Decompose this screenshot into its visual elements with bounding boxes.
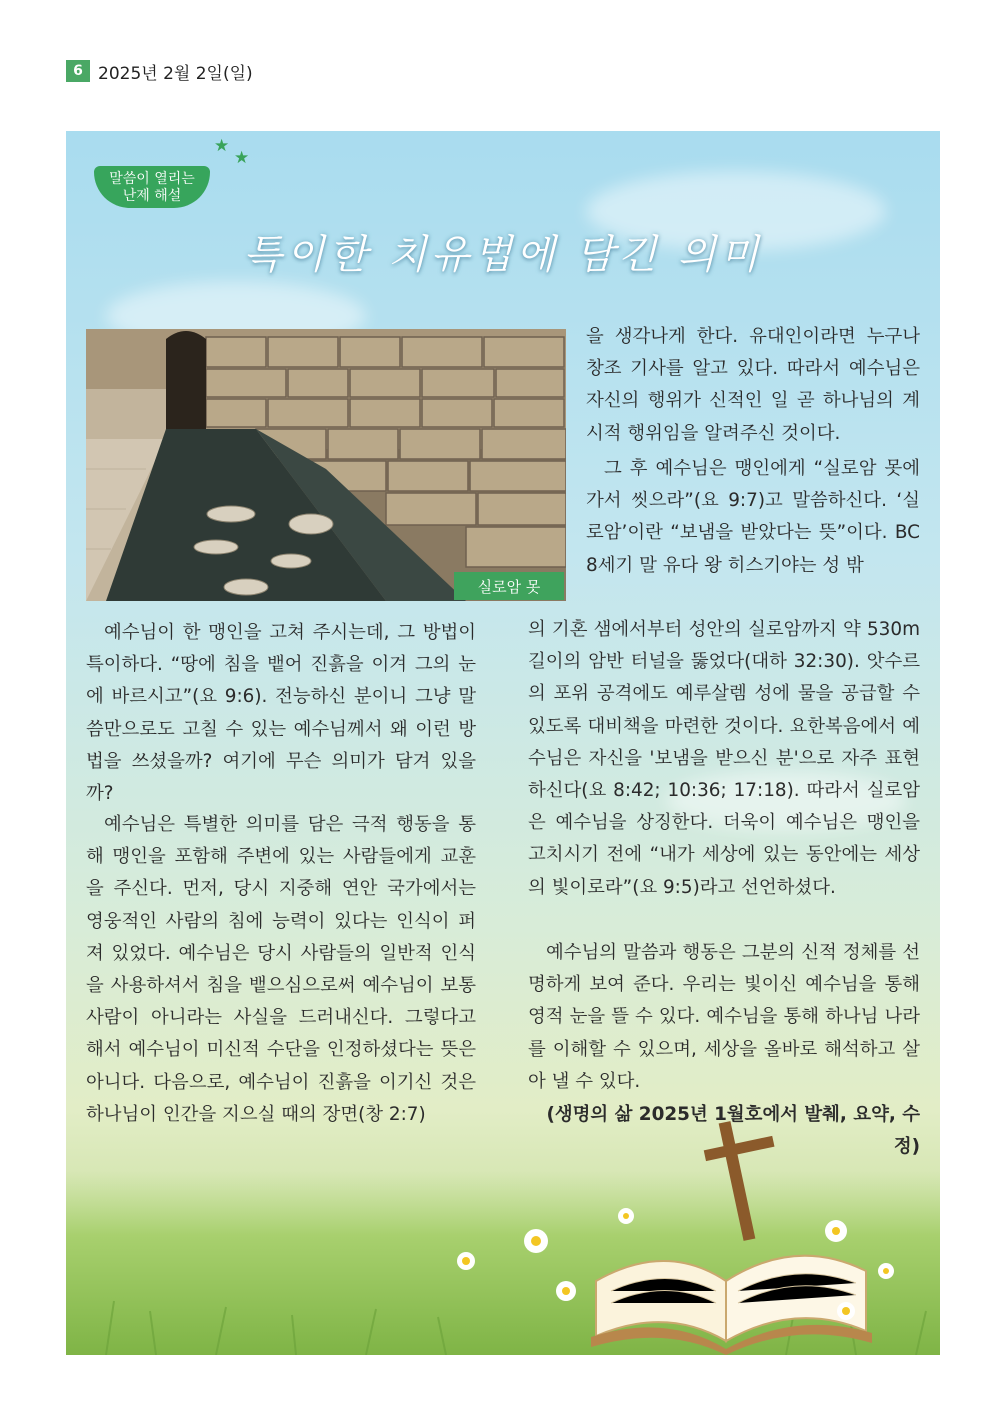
page-number: 6	[66, 60, 90, 82]
page-header	[66, 59, 253, 83]
right-paragraph-2-top: 그 후 예수님은 맹인에게 “실로암 못에 가서 씻으라”(요 9:7)고 말씀하신다. ‘실로암’이란 “보냄을 받았다는 뜻”이다. BC 8세기 말 유다 왕 히스기야는 성 밖	[586, 458, 920, 576]
left-paragraph-2: 예수님은 특별한 의미를 담은 극적 행동을 통해 맹인을 포함해 주변에 있는 사람들에게 교훈을 주신다. 먼저, 당시 지중해 연안 국가에서는 영웅적인 사람의 침에 능력이 있다는 인식이 퍼져 있었다. 예수님은 당시 사람들의 일반적 인식을 사용하셔서 침을 뱉으심으로써 예수님이 보통 사람이 아니라는 사실을 드러내신다. 그렇다고 해서 예수님이 미신적 수단을 인정하셨다는 뜻은 아니다. 다음으로, 예수님이 진흙을 이기신 것은 하나님이 인간을 지으실 때의 장면(창 2:7)	[86, 814, 476, 1125]
star-icon: ★	[214, 136, 230, 156]
right-paragraph-1: 을 생각나게 한다. 유대인이라면 누구나 창조 기사를 알고 있다. 따라서 예수님은 자신의 행위가 신적인 일 곧 하나님의 계시적 행위임을 알려주신 것이다.	[586, 326, 920, 444]
badge-line-1: 말씀이 열리는	[109, 171, 195, 187]
section-badge	[94, 166, 210, 208]
right-paragraph-2-continued: 의 기혼 샘에서부터 성안의 실로암까지 약 530m 길이의 암반 터널을 뚫었다(대하 32:30). 앗수르의 포위 공격에도 예루살렘 성에 물을 공급할 수 있도록 대비책을 마련한 것이다. 요한복음에서 예수님은 자신을 '보냄을 받으신 분'으로 자주 표현하신다(요 8:42; 10:36; 17:18). 따라서 실로암은 예수님을 상징한다. 더욱이 예수님은 맹인을 고치시기 전에 “내가 세상에 있는 동안에는 세상의 빛이로라”(요 9:5)라고 선언하셨다.	[528, 619, 920, 898]
photo-caption: 실로암 못	[454, 572, 564, 600]
star-icon: ★	[234, 148, 250, 168]
page-date: 2025년 2월 2일(일)	[98, 63, 253, 84]
left-paragraph-1: 예수님이 한 맹인을 고쳐 주시는데, 그 방법이 특이하다. “땅에 침을 뱉어 진흙을 이겨 그의 눈에 바르시고”(요 9:6). 전능하신 분이니 그냥 말씀만으로도 고칠 수 있는 예수님께서 왜 이런 방법을 쓰셨을까? 여기에 무슨 의미가 담겨 있을까?	[86, 622, 476, 805]
article-title: 특이한 치유법에 담긴 의미	[243, 232, 763, 278]
siloam-pool-photo	[86, 329, 566, 601]
pool-image	[86, 329, 566, 601]
source-note: (생명의 삶 2025년 1월호에서 발췌, 요약, 수정)	[546, 1104, 920, 1158]
right-paragraph-3: 예수님의 말씀과 행동은 그분의 신적 정체를 선명하게 보여 준다. 우리는 빛이신 예수님을 통해 영적 눈을 뜰 수 있다. 예수님을 통해 하나님 나라를 이해할 수 있으며, 세상을 올바로 해석하고 살아 낼 수 있다.	[528, 942, 920, 1092]
badge-line-2: 난제 해설	[122, 188, 182, 204]
article-panel	[66, 131, 940, 1355]
